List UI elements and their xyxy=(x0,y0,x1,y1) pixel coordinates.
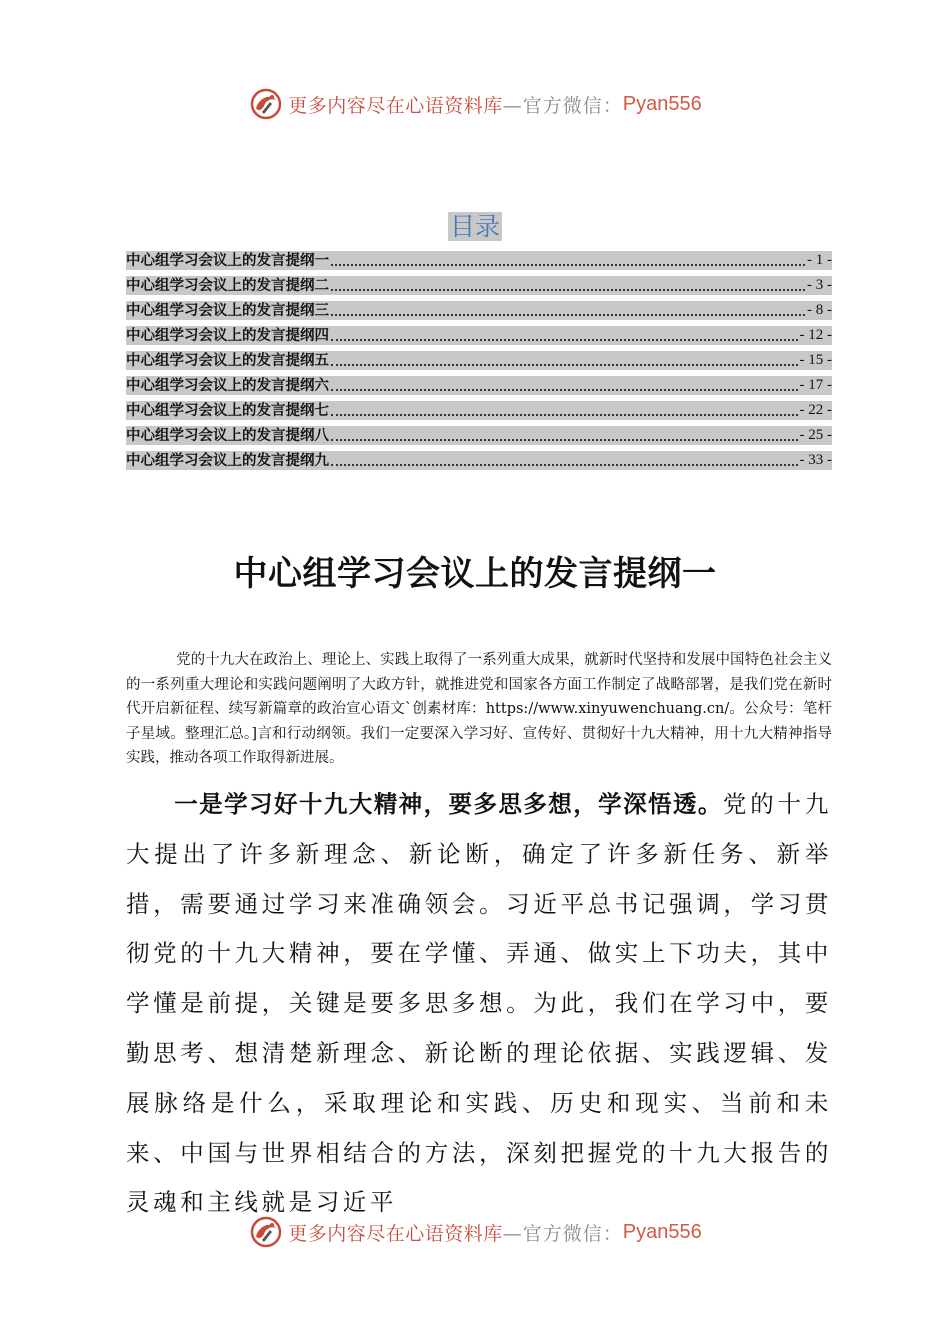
banner-text-main: 更多内容尽在心语资料库 xyxy=(288,94,503,117)
dragon-logo-icon xyxy=(248,1214,284,1250)
toc-entry[interactable] xyxy=(126,449,832,474)
toc-entry[interactable] xyxy=(126,374,832,399)
section-heading: 中心组学习会议上的发言提纲一 xyxy=(233,554,717,594)
toc-entry[interactable] xyxy=(126,299,832,324)
point-one-paragraph xyxy=(126,780,832,1228)
toc-entry-page: - 33 - xyxy=(799,452,832,468)
toc-entry-page: - 22 - xyxy=(799,402,832,418)
toc-entry-page: - 3 - xyxy=(807,277,832,293)
toc-leader-dots xyxy=(331,464,798,466)
toc-leader-dots xyxy=(331,439,798,441)
toc-entry-page: - 25 - xyxy=(799,427,832,443)
toc-leader-dots xyxy=(331,289,805,291)
toc-entry-label: 中心组学习会议上的发言提纲八 xyxy=(126,427,329,444)
toc-leader-dots xyxy=(331,314,805,316)
toc-leader-dots xyxy=(331,364,798,366)
intro-paragraph-text: 党的十九大在政治上、理论上、实践上取得了一系列重大成果，就新时代坚持和发展中国特色社会主义的一系列重大理论和实践问题阐明了大政方针，就推进党和国家各方面工作制定了战略部署，是我们党在新时代开启新征程、续写新篇章的政治宣心语文`创素材库：https://www.xinyuwenchuang.cn/。公众号：笔杆子星域。整理汇总。]言和行动纲领。我们一定要深入学习好、宣传好、贯彻好十九大精神，用十九大精神指导实践，推动各项工作取得新进展。 xyxy=(126,652,832,767)
toc-entry[interactable] xyxy=(126,424,832,449)
toc-entry-label: 中心组学习会议上的发言提纲七 xyxy=(126,402,329,419)
banner-text-separator: —官方微信： xyxy=(502,1222,623,1245)
toc-leader-dots xyxy=(331,264,805,266)
toc-entry-label: 中心组学习会议上的发言提纲九 xyxy=(126,452,329,469)
header-banner xyxy=(0,84,950,124)
toc-entry-page: - 8 - xyxy=(807,302,832,318)
banner-text-main: 更多内容尽在心语资料库 xyxy=(288,1222,503,1245)
toc-entry-label: 中心组学习会议上的发言提纲六 xyxy=(126,377,329,394)
toc-entry-page: - 17 - xyxy=(799,377,832,393)
banner-wechat-id: Pyan556 xyxy=(622,1220,702,1243)
toc-title: 目录 xyxy=(449,212,500,241)
banner-wechat-id: Pyan556 xyxy=(622,92,702,115)
toc-entry-label: 中心组学习会议上的发言提纲三 xyxy=(126,302,329,319)
footer-banner xyxy=(0,1212,950,1252)
toc-entry-page: - 15 - xyxy=(799,352,832,368)
toc-entry[interactable] xyxy=(126,324,832,349)
toc-entry[interactable] xyxy=(126,249,832,274)
point-one-body: 党的十九大提出了许多新理念、新论断，确定了许多新任务、新举措，需要通过学习来准确领会。习近平总书记强调，学习贯彻党的十九大精神，要在学懂、弄通、做实上下功夫，其中学懂是前提，关键是要多思多想。为此，我们在学习中，要勤思考、想清楚新理念、新论断的理论依据、实践逻辑、发展脉络是什么，采取理论和实践、历史和现实、当前和未来、中国与世界相结合的方法，深刻把握党的十九大报告的灵魂和主线就是习近平 xyxy=(126,790,832,1217)
toc-leader-dots xyxy=(331,339,798,341)
intro-paragraph xyxy=(126,648,832,771)
toc-entry-page: - 1 - xyxy=(807,252,832,268)
toc-entry[interactable] xyxy=(126,274,832,299)
toc-entry[interactable] xyxy=(126,349,832,374)
banner-text-separator: —官方微信： xyxy=(502,94,623,117)
table-of-contents xyxy=(126,249,832,474)
toc-leader-dots xyxy=(331,389,798,391)
toc-entry[interactable] xyxy=(126,399,832,424)
toc-entry-label: 中心组学习会议上的发言提纲二 xyxy=(126,277,329,294)
toc-entry-label: 中心组学习会议上的发言提纲四 xyxy=(126,327,329,344)
toc-entry-label: 中心组学习会议上的发言提纲五 xyxy=(126,352,329,369)
toc-entry-label: 中心组学习会议上的发言提纲一 xyxy=(126,252,329,269)
point-one-lead: 一是学习好十九大精神，要多思多想，学深悟透。 xyxy=(174,790,723,818)
toc-entry-page: - 12 - xyxy=(799,327,832,343)
toc-leader-dots xyxy=(331,414,798,416)
dragon-logo-icon xyxy=(248,86,284,122)
